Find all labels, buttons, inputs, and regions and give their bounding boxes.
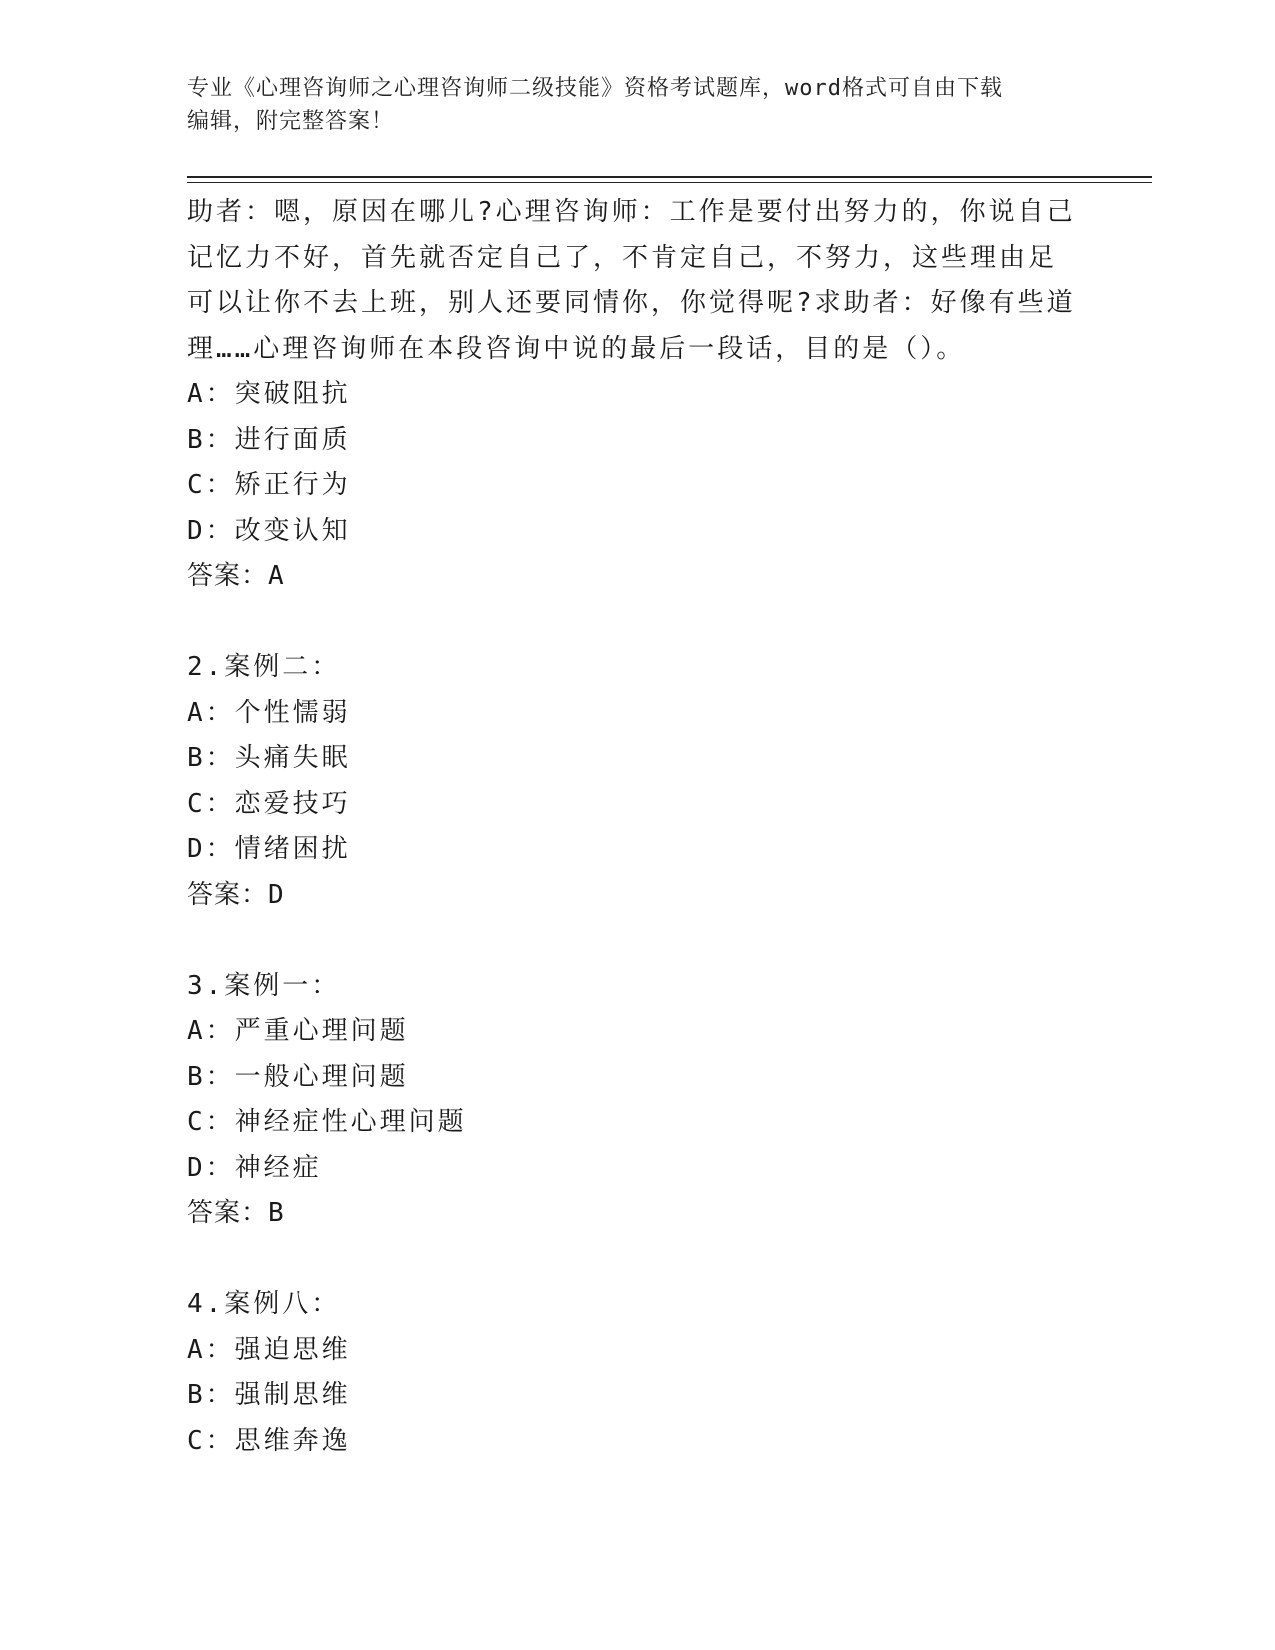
question-content: [187, 190, 1087, 1464]
question-3-option-c: C：神经症性心理问题: [187, 1107, 467, 1137]
question-4-title: 4.案例八：: [187, 1289, 341, 1319]
answer-value: D: [268, 879, 285, 910]
question-1: [187, 190, 1087, 600]
answer-label: 答案：: [187, 561, 269, 591]
question-3-option-b: B：一般心理问题: [187, 1061, 409, 1092]
question-1-option-a: A：突破阻抗: [187, 379, 351, 409]
question-2: [187, 645, 1087, 918]
question-2-option-d: D：情绪困扰: [187, 834, 351, 864]
header-line-1: 专业《心理咨询师之心理咨询师二级技能》资格考试题库，word格式可自由下载: [187, 76, 1003, 101]
question-3-option-a: A：严重心理问题: [187, 1016, 409, 1046]
question-2-option-b: B：头痛失眠: [187, 743, 351, 773]
question-1-stem-line: 可以让你不去上班，别人还要同情你，你觉得呢?求助者：好像有些道: [187, 288, 1076, 318]
answer-label: 答案：: [187, 879, 269, 910]
question-1-stem-line: 助者：嗯，原因在哪儿?心理咨询师：工作是要付出努力的，你说自己: [187, 197, 1076, 227]
question-1-stem-line: 理……心理咨询师在本段咨询中说的最后一段话，目的是（）。: [187, 333, 966, 364]
question-4-option-b: B：强制思维: [187, 1380, 351, 1410]
spacer: [187, 918, 1087, 964]
question-3-title: 3.案例一：: [187, 970, 341, 1001]
document-header: [187, 72, 1067, 138]
header-rule-thick: [187, 176, 1152, 178]
question-3: [187, 964, 1087, 1237]
header-rule-thin: [187, 182, 1152, 183]
spacer: [187, 600, 1087, 646]
question-1-answer: [187, 554, 1087, 600]
answer-value: B: [268, 1198, 285, 1228]
question-1-option-b: B：进行面质: [187, 424, 351, 455]
question-2-option-a: A：个性懦弱: [187, 697, 351, 728]
question-2-title: 2.案例二：: [187, 652, 341, 682]
question-1-option-d: D：改变认知: [187, 515, 351, 546]
spacer: [187, 1237, 1087, 1283]
question-2-option-c: C：恋爱技巧: [187, 788, 351, 819]
answer-label: 答案：: [187, 1198, 269, 1228]
question-1-option-c: C：矫正行为: [187, 470, 351, 500]
question-4-option-a: A：强迫思维: [187, 1334, 351, 1365]
answer-value: A: [268, 561, 285, 591]
question-2-answer: [187, 873, 1087, 919]
question-4: [187, 1282, 1087, 1464]
question-1-stem-line: 记忆力不好，首先就否定自己了，不肯定自己，不努力，这些理由足: [187, 242, 1058, 273]
question-4-option-c: C：思维奔逸: [187, 1425, 351, 1456]
question-3-answer: [187, 1191, 1087, 1237]
header-line-2: 编辑，附完整答案！: [187, 109, 395, 134]
question-3-option-d: D：神经症: [187, 1152, 322, 1183]
